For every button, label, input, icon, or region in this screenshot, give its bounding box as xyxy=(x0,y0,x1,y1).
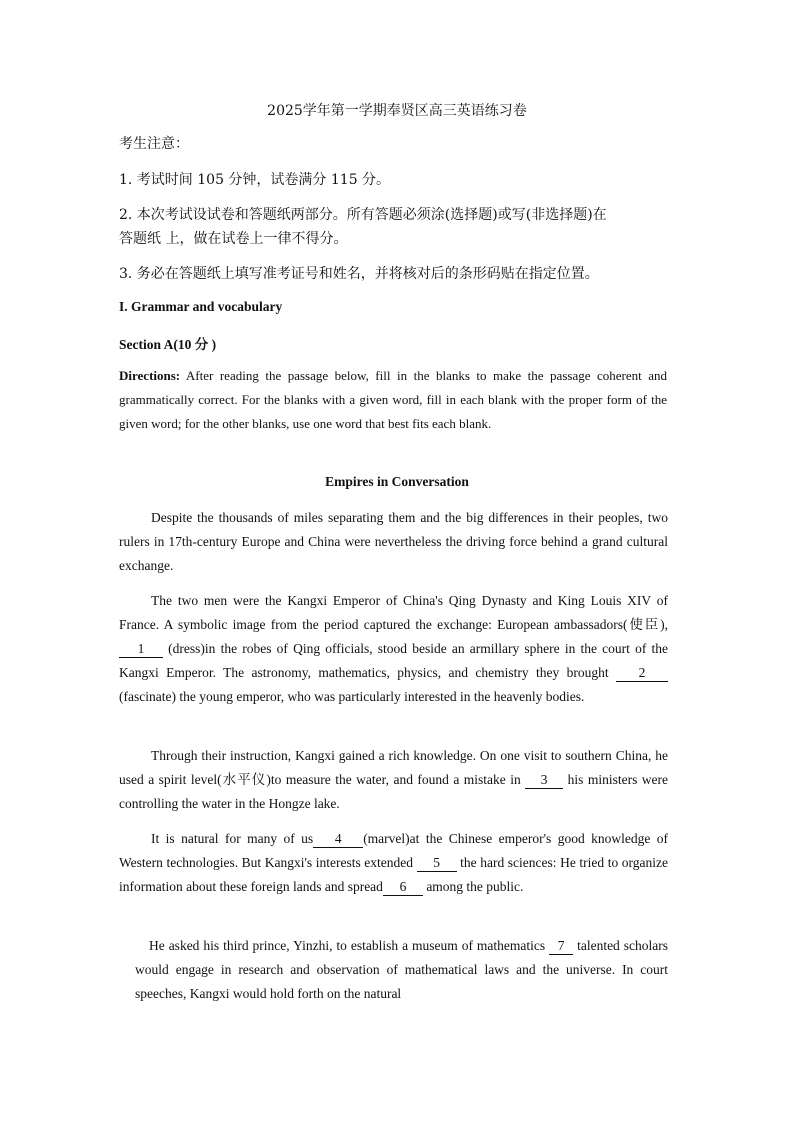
paragraph-2 xyxy=(119,589,668,709)
paragraph-1: Despite the thousands of miles separating them and the big differences in their peoples, two rulers in 17th-century Europe and China were nevertheless the driving force behind a grand cultural exchange. xyxy=(119,510,668,573)
answer-blank-1[interactable]: 1 xyxy=(119,641,163,658)
notice-item-3: 3. 务必在答题纸上填写准考证号和姓名，并将核对后的条形码贴在指定位置。 xyxy=(119,266,599,282)
answer-blank-7[interactable]: 7 xyxy=(549,938,573,955)
paragraph-4-text-d: among the public. xyxy=(422,879,524,894)
paragraph-3-text-b: his ministers were controlling the water in the Hongze lake. xyxy=(119,772,669,811)
paragraph-5-text-b: talented scholars would engage in research and observation of mathematical laws and the universe. In court speeches, Kangxi would hold forth on the natural xyxy=(135,938,668,1001)
answer-blank-2[interactable]: 2 xyxy=(616,665,668,682)
answer-blank-4[interactable]: 4 xyxy=(313,831,363,848)
answer-blank-6[interactable]: 6 xyxy=(383,879,423,896)
answer-blank-5[interactable]: 5 xyxy=(417,855,457,872)
paragraph-3 xyxy=(119,744,668,816)
paragraph-4 xyxy=(119,827,668,899)
paragraph-5-text-a: He asked his third prince, Yinzhi, to establish a museum of mathematics xyxy=(149,938,550,953)
paragraph-2-text-a: The two men were the Kangxi Emperor of China's Qing Dynasty and King Louis XIV of France. A symbolic image from the period captured the exchange: European ambassadors(使臣), xyxy=(119,593,668,632)
section-title: Section A(10 分 ) xyxy=(119,337,217,352)
paragraph-5 xyxy=(135,934,668,1006)
paragraph-2-text-c: (fascinate) the young emperor, who was particularly interested in the heavenly bodies. xyxy=(119,689,585,704)
paragraph-4-text-b: (marvel)at the Chinese emperor's good knowledge of Western technologies. But Kangxi's interests extended xyxy=(119,831,668,870)
notice-item-2-line-2: 答题纸 上，做在试卷上一律不得分。 xyxy=(119,231,348,247)
notice-heading: 考生注意： xyxy=(119,136,189,152)
paragraph-4-text-c: the hard sciences: He tried to organize information about these foreign lands and spread xyxy=(119,855,668,894)
exam-title: 2025学年第一学期奉贤区高三英语练习卷 xyxy=(267,103,527,119)
part-title: I. Grammar and vocabulary xyxy=(119,299,283,314)
notice-item-1: 1. 考试时间 105 分钟，试卷满分 115 分。 xyxy=(119,172,391,188)
paragraph-2-text-b: (dress)in the robes of Qing officials, stood beside an armillary sphere in the court of the Kangxi Emperor. The astronomy, mathematics, physics, and chemistry they brought xyxy=(119,641,668,680)
directions-text: After reading the passage below, fill in the blanks to make the passage coherent and grammatically correct. For the blanks with a given word, fill in each blank with the proper form of the given word; for the other blanks, use one word that best fits each blank. xyxy=(119,368,667,431)
answer-blank-3[interactable]: 3 xyxy=(525,772,563,789)
paragraph-3-text-a: Through their instruction, Kangxi gained a rich knowledge. On one visit to southern China, he used a spirit level(水平仪)to measure the water, and found a mistake in xyxy=(119,748,668,787)
paragraph-4-text-a: It is natural for many of us xyxy=(151,831,314,846)
passage-title: Empires in Conversation xyxy=(325,474,469,489)
directions-label: Directions: xyxy=(119,368,181,383)
notice-item-2-line-1: 2. 本次考试设试卷和答题纸两部分。所有答题必须涂(选择题)或写(非选择题)在 xyxy=(119,207,607,223)
directions xyxy=(119,364,667,436)
